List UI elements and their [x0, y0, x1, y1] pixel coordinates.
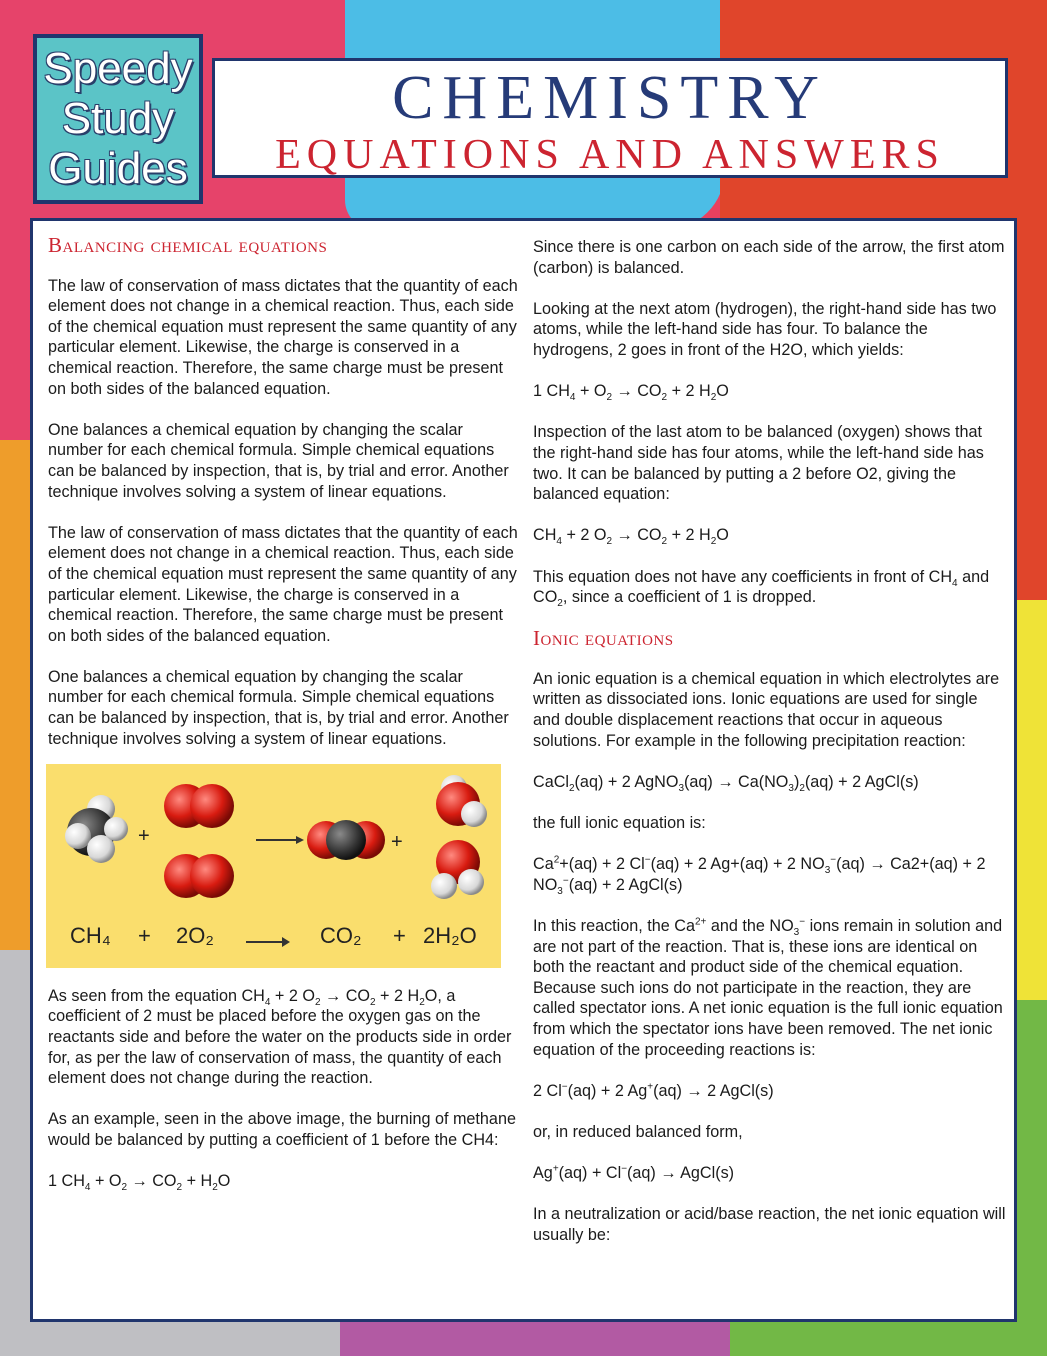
paragraph-equation-explanation: As seen from the equation $CH_4 + 2$ $O_2 \to CO_2 + 2$ $H_2O$, a coefficient of 2 must be placed before the oxygen gas on the reactants side and before the water on the products side in order for, as per the law of conservation of mass, the quantity of each element does not change during the reaction. — [48, 986, 512, 1088]
svg-text:+: + — [138, 824, 150, 847]
section-heading-ionic: Ionic equations — [533, 626, 674, 651]
equation-reduced: Ag+(aq) + Cl−(aq) → AgCl(s) — [533, 1163, 735, 1183]
paragraph: An ionic equation is a chemical equation in which electrolytes are written as dissociated ions. Ionic equations are used for single and double displacement reactions that occur in aqueous solutions. For example in the following precipitation reaction: — [533, 669, 1000, 750]
molecule-illustration — [46, 764, 501, 924]
reaction-arrow-icon — [246, 941, 288, 943]
paragraph: One balances a chemical equation by changing the scalar number for each chemical formula. Simple chemical equations can be balanced by inspection, that is, by trial and error. Another technique involves solving a system of linear equations. — [48, 420, 509, 501]
equation-fully-balanced: $CH_4 + 2$ $O_2 \to CO_2 + 2$ $H_2O$ — [533, 526, 729, 548]
page-subtitle: EQUATIONS AND ANSWERS — [275, 132, 945, 178]
figure-label-plus: + — [393, 922, 406, 948]
equation-net-ionic: 2 Cl−(aq) + 2 Ag+(aq) → 2 AgCl(s) — [533, 1081, 774, 1100]
equation-hydrogen-balanced: 1 $CH_4 + O_2 \to CO_2 + 2$ $H_2O$ — [533, 382, 729, 404]
figure-label-ch4: CH₄ — [70, 922, 111, 948]
figure-label-co2: CO₂ — [320, 922, 362, 948]
content-panel — [30, 218, 1017, 1322]
svg-text:+: + — [391, 830, 403, 853]
logo-line-3: Guides — [48, 144, 188, 193]
figure-label-plus: + — [138, 922, 151, 948]
paragraph: Since there is one carbon on each side of the arrow, the first atom (carbon) is balanced. — [533, 238, 1005, 277]
right-column — [533, 237, 1008, 1266]
paragraph-spectator-ions: In this reaction, the $Ca^{2+}$ and the $NO_3^-$ ions remain in solution and are not part of the reaction. That is, these ions are identical on both the reactant and product side of the chemical equation. Because such ions do not participate in the reaction, they are called spectator ions. A net ionic equation is the full ionic equation from which the spectator ions have been removed. The net ionic equation of the proceeding reactions is: — [533, 916, 1003, 1059]
paragraph: or, in reduced balanced form, — [533, 1122, 743, 1141]
methane-molecule-icon — [65, 795, 128, 863]
paragraph: The law of conservation of mass dictates that the quantity of each element does not change in a chemical reaction. Thus, each side of the chemical equation must represent the same quantity of any particular element. Likewise, the charge is conserved in a chemical reaction. Therefore, the same charge must be present on both sides of the balanced equation. — [48, 523, 518, 645]
paragraph: In a neutralization or acid/base reaction, the net ionic equation will usually be: — [533, 1205, 1006, 1244]
figure-label-o2: 2O₂ — [176, 922, 214, 948]
paragraph-coefficients-note: This equation does not have any coefficients in front of $CH_4$ and $CO_2$, since a coefficient of 1 is dropped. — [533, 567, 990, 610]
equation-precipitation: CaCl$_2$(aq) + 2 AgNO$_3$(aq) → $Ca(NO_3)_2(aq) + 2$ AgCl(s) — [533, 772, 919, 795]
water-molecule-icon — [431, 840, 484, 899]
left-column — [48, 235, 518, 1212]
paragraph: The law of conservation of mass dictates that the quantity of each element does not change in a chemical reaction. Thus, each side of the chemical equation must represent the same quantity of any particular element. Likewise, the charge is conserved in a chemical reaction. Therefore, the same charge must be present on both sides of the balanced equation. — [48, 276, 518, 398]
oxygen-molecule-icon — [164, 854, 234, 898]
section-heading-balancing: Balancing chemical equations — [48, 233, 328, 257]
water-molecule-icon — [436, 775, 487, 827]
carbon-dioxide-molecule-icon — [307, 820, 385, 860]
title-box — [212, 58, 1008, 178]
paragraph: the full ionic equation is: — [533, 814, 706, 833]
page-title: CHEMISTRY — [392, 64, 828, 132]
paragraph: As an example, seen in the above image, the burning of methane would be balanced by putting a coefficient of 1 before the CH4: — [48, 1110, 516, 1149]
speedy-study-guides-logo — [33, 34, 203, 204]
paragraph: One balances a chemical equation by changing the scalar number for each chemical formula. Simple chemical equations can be balanced by inspection, that is, by trial and error. Another technique involves solving a system of linear equations. — [48, 667, 509, 748]
oxygen-molecule-icon — [164, 784, 234, 828]
paragraph: Inspection of the last atom to be balanced (oxygen) shows that the right-hand side has four atoms, while the left-hand side has two. It can be balanced by putting a 2 before O2, giving the balanced equation: — [533, 423, 984, 504]
methane-combustion-figure — [46, 764, 501, 968]
logo-line-1: Speedy — [43, 44, 193, 93]
paragraph: Looking at the next atom (hydrogen), the right-hand side has two atoms, while the left-hand side has four. To balance the hydrogens, 2 goes in front of the H2O, which yields: — [533, 299, 997, 359]
equation-full-ionic: $Ca^2+(aq) + 2$ Cl−(aq) + 2 Ag+(aq) + 2 $NO_3^-(aq) \to Ca2+(aq) + 2$ $NO_3^-(aq) + 2$ AgCl(s) — [533, 854, 986, 898]
logo-line-2: Study — [61, 94, 175, 143]
figure-label-h2o: 2H₂O — [423, 922, 477, 948]
equation-methane-unbalanced: 1 $CH_4 + O_2 \to CO_2 + H_2O$ — [48, 1172, 231, 1194]
